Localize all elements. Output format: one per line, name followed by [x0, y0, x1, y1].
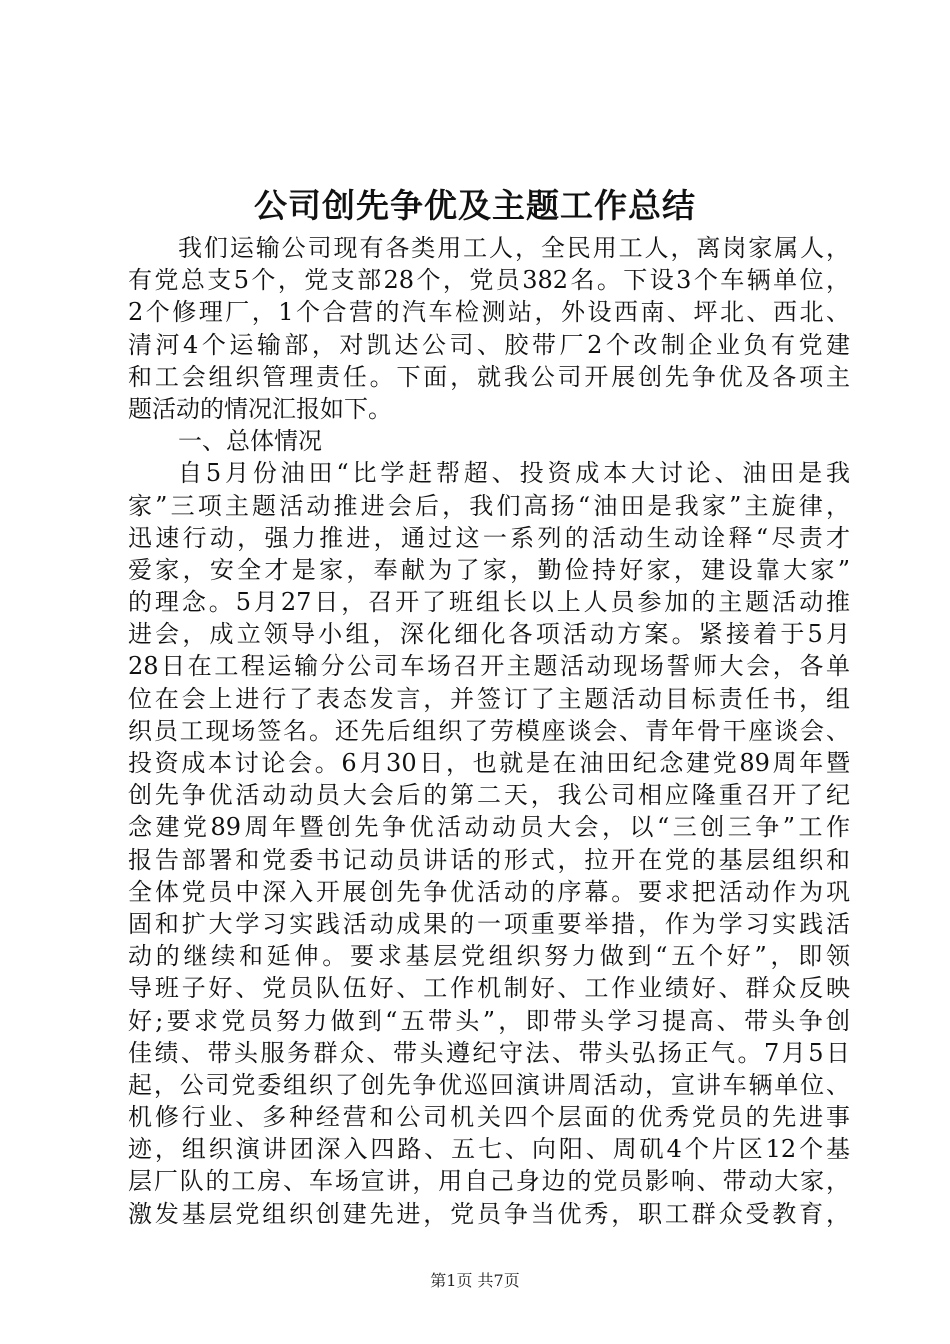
text-line: 的理念。5月27日，召开了班组长以上人员参加的主题活动推: [128, 588, 850, 617]
page-footer: 第1页 共7页: [430, 1271, 520, 1290]
text-line: 2个修理厂，1个合营的汽车检测站，外设西南、坪北、西北、: [128, 298, 850, 327]
text-line: 创先争优活动动员大会后的第二天，我公司相应隆重召开了纪: [128, 781, 850, 810]
text-line: 报告部署和党委书记动员讲话的形式，拉开在党的基层组织和: [128, 845, 850, 874]
text-line: 起，公司党委组织了创先争优巡回演讲周活动，宣讲车辆单位、: [128, 1070, 850, 1099]
text-line: 和工会组织管理责任。下面，就我公司开展创先争优及各项主: [128, 362, 850, 391]
text-line: 一、总体情况: [178, 427, 322, 456]
document-body: [128, 232, 850, 1230]
text-line: 迹，组织演讲团深入四路、五七、向阳、周矶4个片区12个基: [128, 1135, 850, 1164]
text-line: 进会，成立领导小组，深化细化各项活动方案。紧接着于5月: [128, 620, 850, 649]
text-line: 佳绩、带头服务群众、带头遵纪守法、带头弘扬正气。7月5日: [128, 1038, 850, 1067]
text-line: 清河4个运输部，对凯达公司、胶带厂2个改制企业负有党建: [128, 330, 850, 359]
page-title: 公司创先争优及主题工作总结: [254, 186, 696, 225]
text-line: 机修行业、多种经营和公司机关四个层面的优秀党员的先进事: [128, 1103, 850, 1132]
text-line: 28日在工程运输分公司车场召开主题活动现场誓师大会，各单: [128, 652, 850, 681]
text-line: 投资成本讨论会。6月30日，也就是在油田纪念建党89周年暨: [128, 749, 850, 777]
text-line: 固和扩大学习实践活动成果的一项重要举措，作为学习实践活: [128, 909, 850, 938]
text-line: 题活动的情况汇报如下。: [128, 394, 392, 423]
text-line: 位在会上进行了表态发言，并签订了主题活动目标责任书，组: [128, 684, 850, 713]
text-line: 自5月份油田“比学赶帮超、投资成本大讨论、油田是我: [178, 459, 850, 488]
text-line: 我们运输公司现有各类用工人，全民用工人，离岗家属人，: [178, 234, 850, 262]
text-line: 全体党员中深入开展创先争优活动的序幕。要求把活动作为巩: [128, 877, 850, 906]
text-line: 迅速行动，强力推进，通过这一系列的活动生动诠释“尽责才: [128, 523, 850, 552]
text-line: 动的继续和延伸。要求基层党组织努力做到“五个好”，即领: [128, 942, 850, 971]
text-line: 激发基层党组织创建先进，党员争当优秀，职工群众受教育，: [128, 1199, 850, 1228]
text-line: 导班子好、党员队伍好、工作机制好、工作业绩好、群众反映: [128, 974, 850, 1003]
text-line: 织员工现场签名。还先后组织了劳模座谈会、青年骨干座谈会、: [128, 716, 850, 745]
text-line: 爱家，安全才是家，奉献为了家，勤俭持好家，建设靠大家”: [128, 555, 850, 584]
text-line: 层厂队的工房、车场宣讲，用自己身边的党员影响、带动大家，: [128, 1167, 850, 1196]
text-line: 家”三项主题活动推进会后，我们高扬“油田是我家”主旋律，: [128, 491, 850, 520]
text-line: 有党总支5个，党支部28个，党员382名。下设3个车辆单位，: [128, 266, 850, 295]
text-line: 好;要求党员努力做到“五带头”，即带头学习提高、带头争创: [128, 1006, 850, 1035]
text-line: 念建党89周年暨创先争优活动动员大会，以“三创三争”工作: [128, 813, 850, 842]
